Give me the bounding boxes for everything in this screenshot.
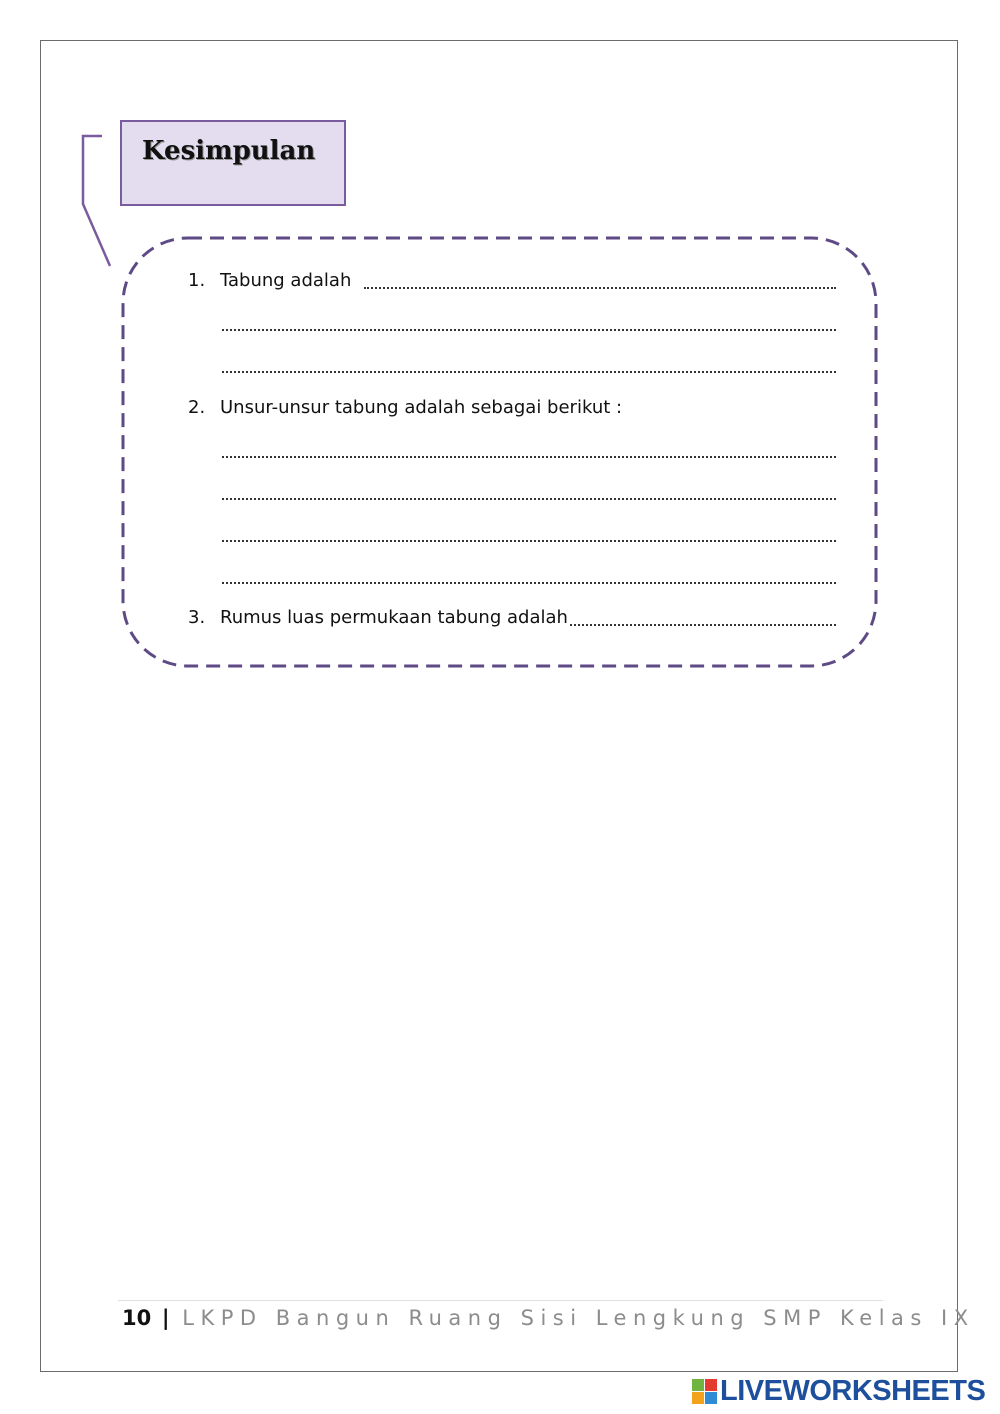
answer-line[interactable] bbox=[364, 287, 836, 289]
liveworksheets-icon bbox=[692, 1379, 717, 1404]
answer-line[interactable] bbox=[222, 329, 836, 331]
answer-line[interactable] bbox=[222, 456, 836, 458]
answer-line[interactable] bbox=[222, 540, 836, 542]
item-number: 1. bbox=[188, 270, 206, 291]
page-title: Kesimpulan bbox=[142, 136, 316, 166]
document-title: LKPD Bangun Ruang Sisi Lengkung SMP Kelas IX bbox=[182, 1306, 975, 1330]
answer-line[interactable] bbox=[222, 371, 836, 373]
item-text: Tabung adalah bbox=[220, 270, 352, 291]
item-text: Rumus luas permukaan tabung adalah bbox=[220, 607, 568, 628]
footer-divider bbox=[118, 1300, 883, 1301]
brand-name: LIVEWORKSHEETS bbox=[720, 1374, 986, 1407]
item-number: 3. bbox=[188, 607, 206, 628]
answer-line[interactable] bbox=[222, 498, 836, 500]
answer-line[interactable] bbox=[222, 582, 836, 584]
item-text: Unsur-unsur tabung adalah sebagai berikut : bbox=[220, 397, 623, 418]
brand-logo bbox=[692, 1376, 985, 1406]
item-number: 2. bbox=[188, 397, 206, 418]
answer-line[interactable] bbox=[570, 624, 836, 626]
footer-separator: | bbox=[161, 1306, 170, 1330]
conclusion-dashed-box bbox=[0, 0, 1000, 700]
page-number: 10 bbox=[122, 1306, 152, 1330]
page-footer bbox=[122, 1306, 975, 1330]
